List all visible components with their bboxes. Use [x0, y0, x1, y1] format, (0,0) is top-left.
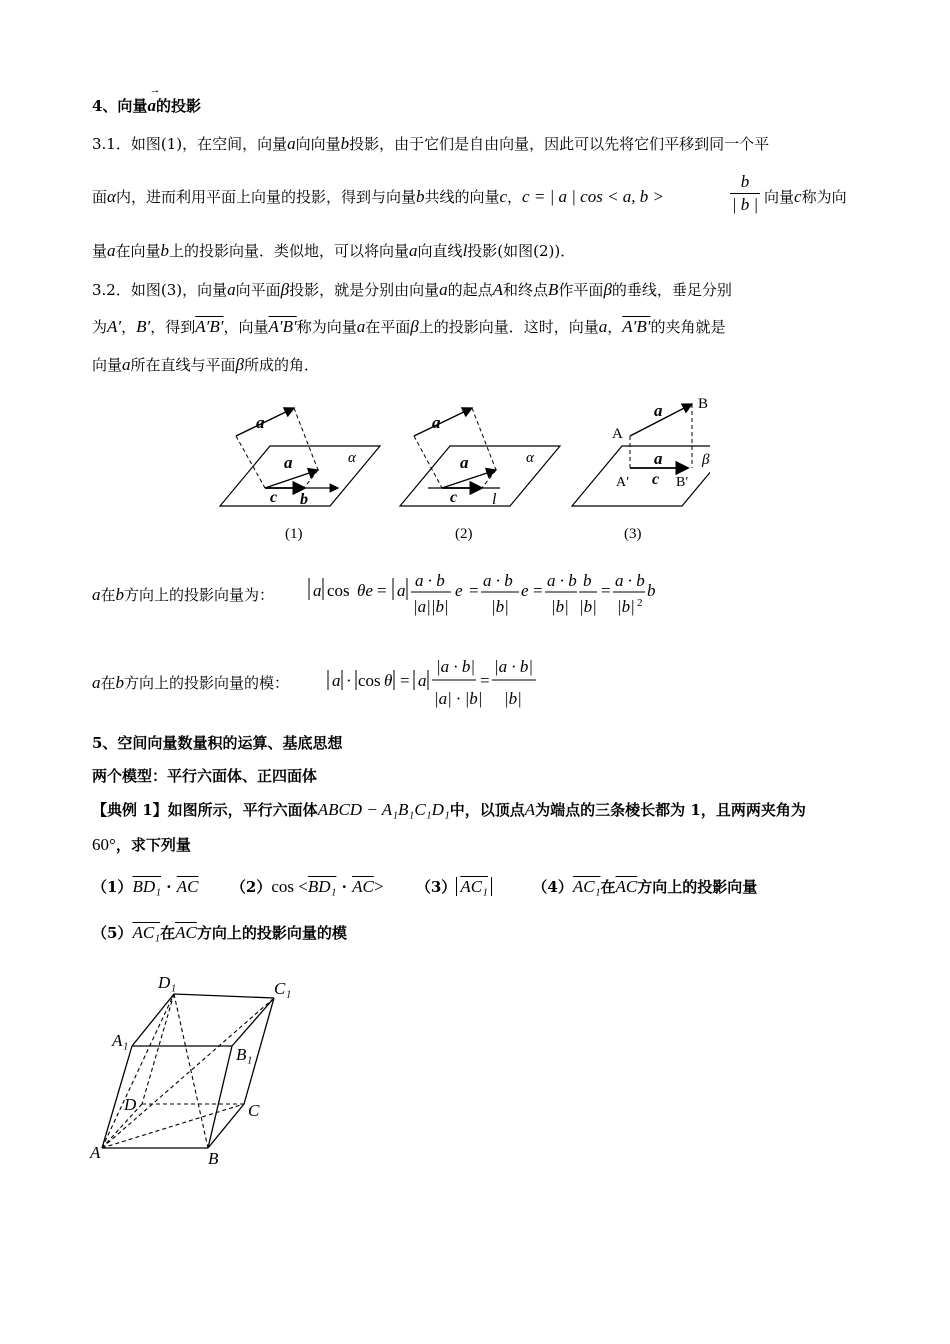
svg-text:|b|: |b|	[579, 597, 597, 616]
svg-text:a: a	[332, 671, 341, 690]
label-A: A	[90, 1143, 101, 1162]
fig2-label-c: c	[450, 489, 458, 506]
svg-text:=: =	[480, 671, 490, 690]
label-B1: B₁	[236, 1045, 253, 1064]
svg-text:a: a	[418, 671, 427, 690]
svg-text:|b|: |b|	[504, 689, 522, 708]
svg-text:e: e	[455, 581, 463, 600]
fig2-caption: (2)	[455, 526, 473, 542]
heading-text: 4、向量	[92, 97, 148, 115]
fig1-caption: (1)	[285, 526, 303, 542]
svg-text:=: =	[400, 671, 410, 690]
fig3-label-beta: β	[702, 452, 710, 468]
svg-text:·: ·	[346, 671, 352, 690]
svg-text:a · b: a · b	[615, 571, 645, 590]
q4-number: （4）	[532, 878, 573, 896]
svg-text:a · b: a · b	[483, 571, 513, 590]
svg-text:θe: θe	[357, 581, 373, 600]
fig3-label-a-mid: a	[654, 449, 663, 468]
p31-line2: 面α内，进而利用平面上向量的投影，得到与向量b共线的向量c，c = | a | cos < a, b >	[92, 187, 665, 206]
plane-beta	[572, 446, 710, 506]
svg-text:a · b: a · b	[415, 571, 445, 590]
p31-line1: 3.1．如图(1)，在空间，向量a向向量b投影，由于它们是自由向量，因此可以先将它们平移到同一个平	[92, 134, 770, 153]
projection-formula: c = | a | cos < a, b >	[522, 187, 665, 206]
fig3-label-c: c	[652, 471, 660, 488]
label-B: B	[208, 1149, 219, 1168]
svg-text:|b|: |b|	[617, 597, 635, 616]
projection-figures	[210, 388, 710, 548]
svg-text:b: b	[583, 571, 592, 590]
svg-text:|b|: |b|	[551, 597, 569, 616]
svg-text:a: a	[313, 581, 322, 600]
parallelepiped-figure	[88, 970, 308, 1170]
q3-number: （3）	[415, 878, 457, 896]
label-C: C	[248, 1101, 260, 1120]
svg-text:|a · b|: |a · b|	[436, 657, 476, 676]
p32-line1: 3.2．如图(3)，向量a向平面β投影，就是分别由向量a的起点A和终点B作平面β的垂线，垂足分别	[92, 280, 732, 299]
proj-vector-formula	[305, 566, 665, 632]
example-1-statement: 【典例 1】如图所示，平行六面体ABCD − A₁B₁C₁D₁中，以顶点A为端点的三条棱长都为 1，且两两夹角为	[92, 800, 806, 819]
svg-text:cos: cos	[358, 671, 381, 690]
heading-text-end: 的投影	[155, 97, 201, 115]
figure-3	[572, 396, 710, 542]
svg-text:=: =	[469, 581, 479, 600]
svg-text:2: 2	[637, 597, 643, 609]
p32-line2: 为A′，B′，得到A′B′，向量A′B′称为向量a在平面β上的投影向量．这时，向量a，A′B′的夹角就是	[92, 317, 726, 336]
p31-line3: 量a在向量b上的投影向量．类似地，可以将向量a向直线l投影(如图(2))．	[92, 241, 576, 260]
svg-text:|b|: |b|	[491, 597, 509, 616]
p31-fraction: b | b |	[731, 172, 759, 214]
fig3-label-B: B	[698, 396, 709, 412]
q5-number: （5）	[92, 924, 133, 942]
vector-a: a →	[147, 84, 161, 115]
svg-text:e: e	[521, 581, 529, 600]
p31-line2-end: 向量c称为向	[764, 187, 847, 206]
svg-text:=: =	[533, 581, 543, 600]
q2-number: （2）	[230, 878, 272, 896]
proj-modulus-intro: a在b方向上的投影向量的模：	[92, 673, 290, 692]
label-D: D	[124, 1095, 137, 1114]
fig3-label-A-prime: A′	[616, 475, 630, 490]
question-row-1: $(1)BD_1 \cdot \overline{AC}$ $(2)\cos <BD_1 \cdot \overline{AC}> (3)$ AC₁ （4）AC₁在$\overline{AC}$方向上的投影向量	[92, 877, 758, 896]
fig2-label-a-top: a	[432, 413, 441, 432]
svg-text:|a||b|: |a||b|	[413, 597, 449, 616]
fig1-label-a-mid: a	[284, 453, 293, 472]
q1-number: （1）	[92, 878, 133, 896]
svg-text:b: b	[647, 581, 656, 600]
fig3-label-A: A	[612, 426, 623, 442]
svg-text:=: =	[601, 581, 611, 600]
fig3-label-a-top: a	[654, 401, 663, 420]
fig2-label-a-mid: a	[460, 453, 469, 472]
fig1-label-c: c	[270, 489, 278, 506]
example-tag: 【典例 1】	[92, 801, 168, 819]
question-row-2: （5）AC₁在$\overline{AC}$方向上的投影向量的模	[92, 923, 347, 942]
models-line: 两个模型：平行六面体、正四面体	[92, 767, 318, 785]
vector-a-top-1	[236, 408, 294, 436]
solid-name: ABCD − A₁B₁C₁D₁	[317, 800, 450, 819]
figure-2	[400, 408, 560, 542]
fig3-caption: (3)	[624, 526, 642, 542]
svg-text:θ: θ	[384, 671, 393, 690]
svg-text:|a| · |b|: |a| · |b|	[434, 689, 483, 708]
label-D1: D₁	[158, 973, 177, 992]
svg-text:cos: cos	[327, 581, 350, 600]
fig1-label-alpha: α	[348, 450, 356, 466]
fig2-label-alpha: α	[526, 450, 534, 466]
proj-vector-intro: a在b方向上的投影向量为：	[92, 585, 275, 604]
vector-b: b	[340, 134, 350, 153]
section-5-heading: 5、空间向量数量积的运算、基底思想	[92, 734, 343, 752]
figure-1	[220, 408, 380, 542]
fig2-label-l: l	[492, 491, 497, 508]
fig1-label-b: b	[300, 491, 308, 508]
svg-text:|a · b|: |a · b|	[494, 657, 534, 676]
label-C1: C₁	[274, 979, 292, 998]
label-A1: A₁	[112, 1031, 129, 1050]
svg-text:a · b: a · b	[547, 571, 577, 590]
proj-modulus-formula	[326, 648, 546, 716]
alpha-symbol: α	[107, 187, 116, 206]
svg-text:a: a	[397, 581, 406, 600]
fig1-label-a-top: a	[256, 413, 265, 432]
vector-a: a	[287, 134, 296, 153]
svg-text:=: =	[377, 581, 387, 600]
fig3-label-B-prime: B′	[676, 475, 689, 490]
p32-line3: 向量a所在直线与平面β所成的角．	[92, 355, 320, 374]
section-4-heading	[92, 84, 201, 116]
example-1-statement-2: 60°，求下列量	[92, 835, 191, 854]
